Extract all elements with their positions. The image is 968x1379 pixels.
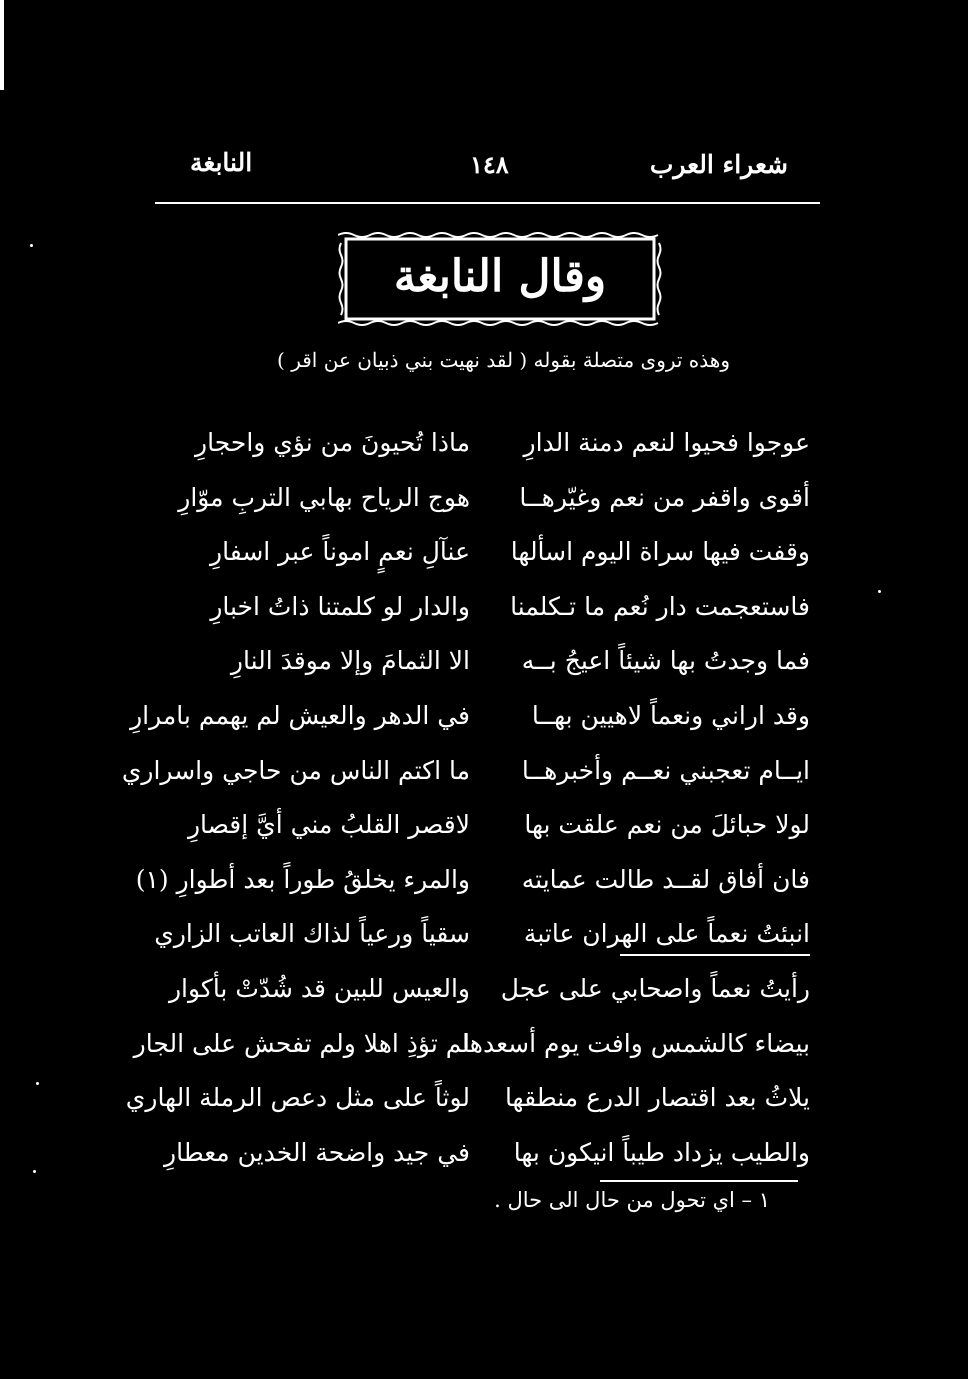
book-title: شعراء العرب [649, 150, 788, 179]
page-header [155, 140, 820, 188]
scan-speck [33, 1170, 36, 1173]
hemistich-first: فما وجدتُ بها شيئاً اعيجُ بــه [521, 646, 810, 676]
poet-name: النابغة [190, 148, 253, 177]
page-number: ١٤٨ [470, 150, 509, 179]
scan-speck [30, 244, 33, 247]
hemistich-second: سقياً ورعياً لذاك العاتب الزاري [154, 919, 470, 949]
hemistich-first: والطيب يزداد طيباً انيكون بها [513, 1137, 810, 1167]
first-hemistich-column [462, 424, 810, 1188]
title-frame [338, 231, 662, 327]
hemistich-first: فاستعجمت دار نُعم ما تـكلمنا [510, 591, 810, 621]
scan-speck [36, 1082, 39, 1085]
scan-speck [878, 590, 881, 593]
second-hemistich-column [121, 424, 470, 1188]
hemistich-first: يلاثُ بعد اقتصار الدرع منطقها [504, 1083, 810, 1113]
hemistich-first: رأيتُ نعماً واصحابي على عجل [500, 973, 810, 1003]
hemistich-second: لوثاً على مثل دعص الرملة الهاري [125, 1083, 470, 1113]
hemistich-second: الا الثمامَ وإلا موقدَ النارِ [230, 646, 470, 676]
scan-edge-mark [0, 0, 4, 90]
intro-note: وهذه تروى متصلة بقوله ( لقد نهيت بني ذبيان عن اقر ) [277, 348, 730, 372]
hemistich-second: عنآلِ نعمٍ اموناً عبر اسفارِ [210, 537, 470, 567]
hemistich-second: لاقصر القلبُ مني أيَّ إقصارِ [187, 810, 470, 840]
hemistich-second: ماذا تُحيونَ من نؤي واحجارِ [195, 428, 470, 457]
header-rule [155, 202, 820, 204]
hemistich-second: والعيس للبين قد شُدّتْ بأكوار [168, 973, 470, 1003]
hemistich-second: هوج الرياح بهابي التربِ موّارِ [178, 482, 470, 512]
hemistich-first: وقد اراني ونعماً لاهيين بهــا [531, 700, 810, 730]
hemistich-second: في الدهر والعيش لم يهمم بامرارِ [130, 700, 470, 730]
hemistich-second: ما اكتم الناس من حاجي واسراري [121, 755, 470, 785]
hemistich-first: فان أفاق لقــد طالت عمايته [521, 864, 810, 894]
poem-title: وقال النابغة [393, 251, 607, 302]
hemistich-first: عوجوا فحيوا لنعم دمنة الدارِ [523, 428, 810, 457]
hemistich-first: وقفت فيها سراة اليوم اسألها [510, 537, 810, 567]
hemistich-second: لم تؤذِ اهلا ولم تفحش على الجار [133, 1028, 470, 1058]
verse-underline [620, 954, 810, 956]
hemistich-first: بيضاء كالشمس وافت يوم أسعدها [462, 1028, 810, 1058]
hemistich-first: ايــام تعجبني نعــم وأخبرهــا [521, 755, 810, 785]
hemistich-first: لولا حبائلَ من نعم علقت بها [524, 810, 810, 840]
hemistich-second: والمرء يخلقُ طوراً بعد أطوارِ (١) [135, 864, 470, 894]
footnote-rule [600, 1180, 798, 1182]
hemistich-first: أقوى واقفر من نعم وغيّرهــا [519, 482, 810, 512]
hemistich-second: في جيد واضحة الخدين معطارِ [164, 1137, 470, 1167]
hemistich-second: والدار لو كلمتنا ذاتُ اخبارِ [210, 591, 470, 621]
hemistich-first: انبئتُ نعماً على الهران عاتبة [523, 919, 810, 949]
footnote: ١ – اي تحول من حال الى حال . [494, 1188, 770, 1212]
